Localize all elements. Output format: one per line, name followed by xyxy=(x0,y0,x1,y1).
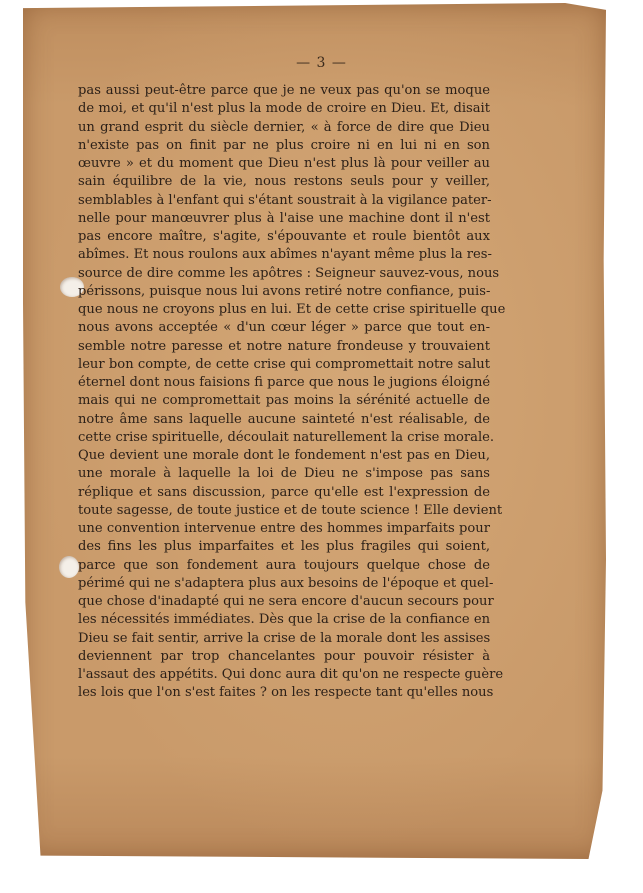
body-text xyxy=(78,82,506,703)
punch-hole xyxy=(59,556,79,578)
text-line: réplique et sans discussion, parce qu'elle est l'expression de xyxy=(78,484,490,500)
text-line: Que devient une morale dont le fondement n'est pas en Dieu, xyxy=(78,448,490,463)
text-line: périmé qui ne s'adaptera plus aux besoins de l'époque et quel- xyxy=(78,575,494,591)
text-line: nelle pour manœuvrer plus à l'aise une machine dont il n'est xyxy=(78,210,490,226)
text-line: une convention intervenue entre des hommes imparfaits pour xyxy=(78,521,490,536)
text-line: les nécessités immédiates. Dès que la crise de la confiance en xyxy=(78,612,490,628)
text-line: abîmes. Et nous roulons aux abîmes n'ayant même plus la res- xyxy=(78,247,492,263)
text-line: œuvre » et du moment que Dieu n'est plus là pour veiller au xyxy=(78,156,490,171)
text-line: des fins les plus imparfaites et les plus fragiles qui soient, xyxy=(78,539,490,555)
text-line: sain équilibre de la vie, nous restons seuls pour y veiller, xyxy=(78,174,490,190)
text-line: n'existe pas on finit par ne plus croire ni en lui ni en son xyxy=(78,137,490,153)
text-line: notre âme sans laquelle aucune sainteté n'est réalisable, de xyxy=(78,411,490,427)
text-line: que nous ne croyons plus en lui. Et de cette crise spirituelle que xyxy=(78,302,506,317)
text-line: parce que son fondement aura toujours quelque chose de xyxy=(78,557,490,573)
text-line: deviennent par trop chancelantes pour pouvoir résister à xyxy=(78,648,490,664)
text-line: que chose d'inadapté qui ne sera encore d'aucun secours pour xyxy=(78,594,494,609)
text-line: un grand esprit du siècle dernier, « à force de dire que Dieu xyxy=(78,119,490,135)
text-line: nous avons acceptée « d'un cœur léger » parce que tout en- xyxy=(78,320,490,336)
text-line: l'assaut des appétits. Qui donc aura dit qu'on ne respecte guère xyxy=(78,667,504,682)
text-line: pas encore maître, s'agite, s'épouvante et roule bientôt aux xyxy=(78,229,490,244)
text-line: cette crise spirituelle, découlait naturellement la crise morale. xyxy=(78,429,495,445)
text-line: pas aussi peut-être parce que je ne veux pas qu'on se moque xyxy=(78,83,490,98)
text-line: de moi, et qu'il n'est plus la mode de croire en Dieu. Et, disait xyxy=(78,101,490,117)
text-line: périssons, puisque nous lui avons retiré notre confiance, puis- xyxy=(78,283,491,299)
text-line: Dieu se fait sentir, arrive la crise de la morale dont les assises xyxy=(78,630,491,646)
text-line: une morale à laquelle la loi de Dieu ne s'impose pas sans xyxy=(78,466,490,482)
text-line: les lois que l'on s'est faites ? on les respecte tant qu'elles nous xyxy=(78,685,494,701)
text-line: mais qui ne compromettait pas moins la sérénité actuelle de xyxy=(78,393,490,409)
text-line: leur bon compte, de cette crise qui compromettait notre salut xyxy=(78,356,490,372)
text-line: semblables à l'enfant qui s'étant soustrait à la vigilance pater- xyxy=(78,192,492,208)
text-line: semble notre paresse et notre nature frondeuse y trouvaient xyxy=(78,338,490,354)
text-line: source de dire comme les apôtres : Seigneur sauvez-vous, nous xyxy=(78,265,500,281)
page-number: — 3 — xyxy=(296,55,347,71)
text-line: toute sagesse, de toute justice et de toute science ! Elle devient xyxy=(78,502,503,518)
text-line: éternel dont nous faisions fi parce que nous le jugions éloigné xyxy=(78,375,491,390)
